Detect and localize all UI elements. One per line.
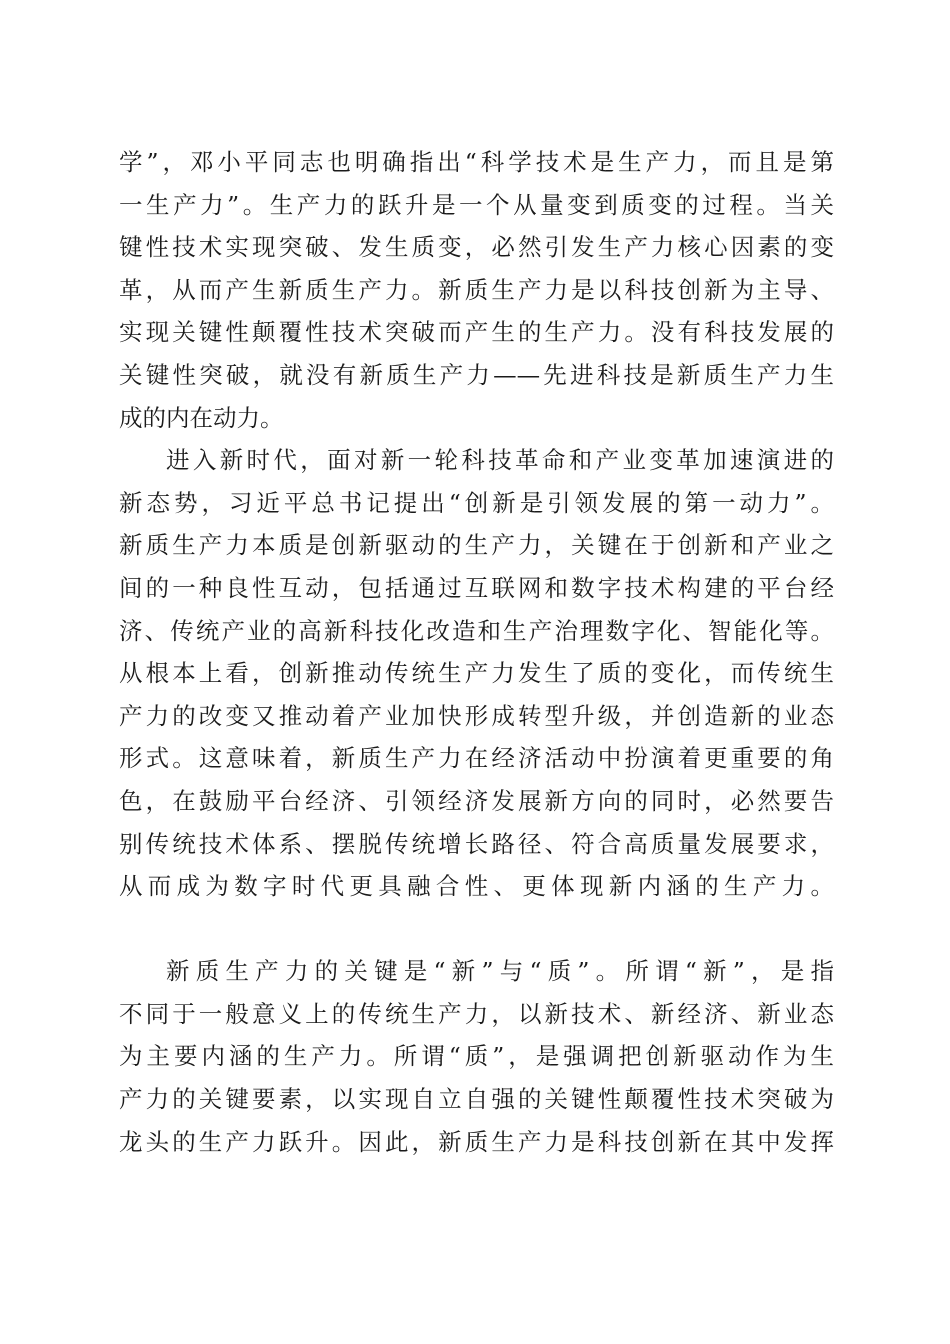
text-line: 为主要内涵的生产力。所谓“质”，是强调把创新驱动作为生	[119, 1042, 834, 1071]
text-line: 关键性突破，就没有新质生产力——先进科技是新质生产力生	[119, 360, 834, 389]
text-line: 新质生产力的关键是“新”与“质”。所谓“新”，是指	[166, 957, 834, 986]
text-line: 新质生产力本质是创新驱动的生产力，关键在于创新和产业之	[119, 531, 834, 560]
text-line: 龙头的生产力跃升。因此，新质生产力是科技创新在其中发挥	[119, 1127, 834, 1156]
text-line: 产力的改变又推动着产业加快形成转型升级，并创造新的业态	[119, 701, 834, 730]
text-line: 间的一种良性互动，包括通过互联网和数字技术构建的平台经	[119, 573, 834, 602]
paragraph-1	[119, 141, 834, 439]
text-line: 从而成为数字时代更具融合性、更体现新内涵的生产力。	[119, 872, 834, 901]
text-line	[119, 908, 834, 951]
text-line: 进入新时代，面对新一轮科技革命和产业变革加速演进的	[166, 446, 834, 475]
text-line: 学”，邓小平同志也明确指出“科学技术是生产力，而且是第	[119, 148, 834, 176]
text-line: 济、传统产业的高新科技化改造和生产治理数字化、智能化等。	[119, 616, 834, 645]
text-line: 产力的关键要素，以实现自立自强的关键性颠覆性技术突破为	[119, 1085, 834, 1114]
text-line: 形式。这意味着，新质生产力在经济活动中扮演着更重要的角	[119, 744, 834, 773]
text-line: 键性技术实现突破、发生质变，必然引发生产力核心因素的变	[119, 233, 834, 262]
paragraph-3	[119, 950, 834, 1163]
paragraph-2	[119, 439, 834, 950]
text-line: 从根本上看，创新推动传统生产力发生了质的变化，而传统生	[119, 659, 834, 688]
text-line: 一生产力”。生产力的跃升是一个从量变到质变的过程。当关	[119, 190, 834, 219]
text-line: 新态势，习近平总书记提出“创新是引领发展的第一动力”。	[119, 488, 834, 517]
text-line: 别传统技术体系、摆脱传统增长路径、符合高质量发展要求，	[119, 829, 834, 858]
text-line: 色，在鼓励平台经济、引领经济发展新方向的同时，必然要告	[119, 786, 834, 815]
text-line: 不同于一般意义上的传统生产力，以新技术、新经济、新业态	[119, 999, 834, 1028]
body-text	[119, 141, 834, 1163]
text-line: 实现关键性颠覆性技术突破而产生的生产力。没有科技发展的	[119, 318, 834, 347]
text-line: 成的内在动力。	[119, 403, 284, 432]
text-line: 革，从而产生新质生产力。新质生产力是以科技创新为主导、	[119, 275, 834, 304]
